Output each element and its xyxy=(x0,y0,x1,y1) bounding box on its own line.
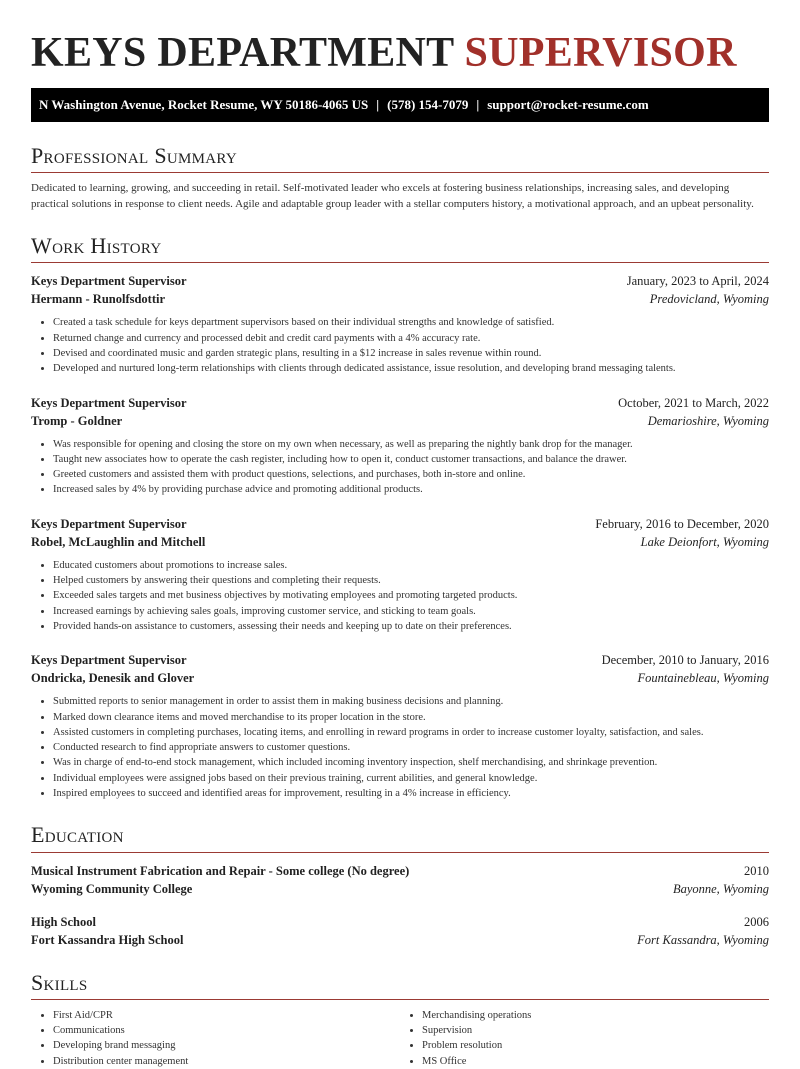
job-bullet: • Devised and coordinated music and garden strategic plans, resulting in a $12 increase in sales revenue within round. xyxy=(53,346,769,361)
job-bullet: • Increased sales by 4% by providing purchase advice and promoting additional products. xyxy=(53,482,769,497)
job-location: Lake Deionfort, Wyoming xyxy=(640,534,769,549)
skill-item: • Problem resolution xyxy=(422,1038,769,1053)
job-title: Keys Department Supervisor xyxy=(31,395,187,410)
job-location: Demarioshire, Wyoming xyxy=(647,413,769,428)
education-location: Bayonne, Wyoming xyxy=(672,881,769,896)
job-bullet: • Increased earnings by achieving sales goals, improving customer service, and sticking to team goals. xyxy=(53,604,769,619)
job-title: Keys Department Supervisor xyxy=(31,653,187,668)
job-entry xyxy=(31,394,769,498)
job-bullet: • Was in charge of end-to-end stock management, which included incoming inventory inspection, shelf merchandising, and shrinkage prevention. xyxy=(53,755,769,770)
contact-email[interactable]: support@rocket-resume.com xyxy=(487,97,649,112)
education-row-bottom xyxy=(31,931,769,949)
job-row-top xyxy=(31,515,769,533)
job-dates: January, 2023 to April, 2024 xyxy=(626,274,769,289)
skill-item: • Developing brand messaging xyxy=(53,1038,400,1053)
job-dates: December, 2010 to January, 2016 xyxy=(601,653,769,668)
job-bullet: • Exceeded sales targets and met business objectives by motivating employees and promoting targeted products. xyxy=(53,588,769,603)
job-company: Robel, McLaughlin and Mitchell xyxy=(31,534,206,549)
education-degree: High School xyxy=(31,914,96,929)
job-bullet: • Helped customers by answering their questions and completing their requests. xyxy=(53,573,769,588)
skill-item: • MS Office xyxy=(422,1054,769,1069)
job-row-bottom xyxy=(31,412,769,430)
job-bullet: • Marked down clearance items and moved merchandise to its proper location in the store. xyxy=(53,710,769,725)
skill-item: • First Aid/CPR xyxy=(53,1008,400,1023)
job-bullet: • Developed and nurtured long-term relationships with clients through dedicated assistance, issue resolution, and developing brand messaging talents. xyxy=(53,361,769,376)
skill-item: • Merchandising operations xyxy=(422,1008,769,1023)
job-bullet: • Created a task schedule for keys department supervisors based on their individual strengths and knowledge of satisfied. xyxy=(53,315,769,330)
job-entry xyxy=(31,651,769,801)
contact-bar xyxy=(31,88,769,122)
job-bullet: • Individual employees were assigned jobs based on their previous training, current abilities, and general knowledge. xyxy=(53,771,769,786)
education-entry xyxy=(31,913,769,949)
job-company: Tromp - Goldner xyxy=(31,413,123,428)
job-bullet: • Returned change and currency and processed debit and credit card payments with a 4% accuracy rate. xyxy=(53,331,769,346)
job-entry xyxy=(31,515,769,634)
education-row-top xyxy=(31,862,769,880)
education-degree: Musical Instrument Fabrication and Repair - Some college (No degree) xyxy=(31,863,410,878)
job-row-bottom xyxy=(31,533,769,551)
job-dates: October, 2021 to March, 2022 xyxy=(618,395,769,410)
job-location: Predovicland, Wyoming xyxy=(649,292,769,307)
work-history-list xyxy=(31,272,769,801)
summary-text: Dedicated to learning, growing, and succeeding in retail. Self-motivated leader who excels at fostering business relationships, increasing sales, and developing practical solutions in response to client needs. Agile and adaptable group leader with a stellar computers history, a motivational approach, and an upbeat personality. xyxy=(31,182,754,210)
job-bullets xyxy=(31,315,769,376)
skills-list xyxy=(31,1008,769,1069)
job-bullets xyxy=(31,694,769,801)
job-bullet: • Submitted reports to senior management in order to assist them in making business decisions and planning. xyxy=(53,694,769,709)
job-bullet: • Provided hands-on assistance to customers, assessing their needs and keeping up to date on their preferences. xyxy=(53,619,769,634)
job-entry xyxy=(31,272,769,376)
job-title: Keys Department Supervisor xyxy=(31,274,187,289)
job-bullet: • Greeted customers and assisted them with product questions, selections, and purchases, both in-store and online. xyxy=(53,467,769,482)
name-first: KEYS DEPARTMENT xyxy=(31,30,454,76)
education-entry xyxy=(31,862,769,898)
name-last: SUPERVISOR xyxy=(464,30,737,76)
job-bullets xyxy=(31,437,769,498)
education-location: Fort Kassandra, Wyoming xyxy=(637,932,769,947)
job-location: Fountainebleau, Wyoming xyxy=(637,671,769,686)
education-school: Wyoming Community College xyxy=(31,881,193,896)
job-bullet: • Assisted customers in completing purchases, locating items, and enrolling in reward programs in order to increase customer loyalty, satisfaction, and sales. xyxy=(53,725,769,740)
job-row-bottom xyxy=(31,290,769,308)
job-company: Hermann - Runolfsdottir xyxy=(31,292,166,307)
job-row-top xyxy=(31,272,769,290)
job-dates: February, 2016 to December, 2020 xyxy=(595,516,769,531)
job-bullet: • Educated customers about promotions to increase sales. xyxy=(53,558,769,573)
education-school: Fort Kassandra High School xyxy=(31,932,184,947)
job-row-bottom xyxy=(31,669,769,687)
job-company: Ondricka, Denesik and Glover xyxy=(31,671,195,686)
job-bullet: • Taught new associates how to operate the cash register, including how to open it, conduct customer transactions, and balance the drawer. xyxy=(53,452,769,467)
contact-separator: | xyxy=(376,97,380,112)
job-row-top xyxy=(31,651,769,669)
education-row-top xyxy=(31,913,769,931)
summary-heading: Professional Summary xyxy=(31,144,769,173)
skill-item: • Communications xyxy=(53,1023,400,1038)
contact-address: N Washington Avenue, Rocket Resume, WY 50186-4065 US xyxy=(39,97,369,112)
contact-phone: (578) 154-7079 xyxy=(387,97,469,112)
education-year: 2006 xyxy=(744,914,769,929)
resume-name xyxy=(31,32,769,74)
skills-column-right xyxy=(400,1008,769,1069)
job-title: Keys Department Supervisor xyxy=(31,516,187,531)
education-heading: Education xyxy=(31,823,769,852)
job-bullet: • Inspired employees to succeed and identified areas for improvement, resulting in a 4% increase in efficiency. xyxy=(53,786,769,801)
skills-heading: Skills xyxy=(31,971,769,1000)
job-bullets xyxy=(31,558,769,634)
job-bullet: • Was responsible for opening and closing the store on my own when necessary, as well as preparing the nightly bank drop for the manager. xyxy=(53,437,769,452)
skill-item: • Distribution center management xyxy=(53,1054,400,1069)
work-history-heading: Work History xyxy=(31,234,769,263)
job-row-top xyxy=(31,394,769,412)
job-bullet: • Conducted research to find appropriate answers to customer questions. xyxy=(53,740,769,755)
education-year: 2010 xyxy=(744,863,769,878)
skill-item: • Supervision xyxy=(422,1023,769,1038)
education-row-bottom xyxy=(31,880,769,898)
education-list xyxy=(31,862,769,949)
skills-column-left xyxy=(31,1008,400,1069)
contact-separator: | xyxy=(476,97,480,112)
